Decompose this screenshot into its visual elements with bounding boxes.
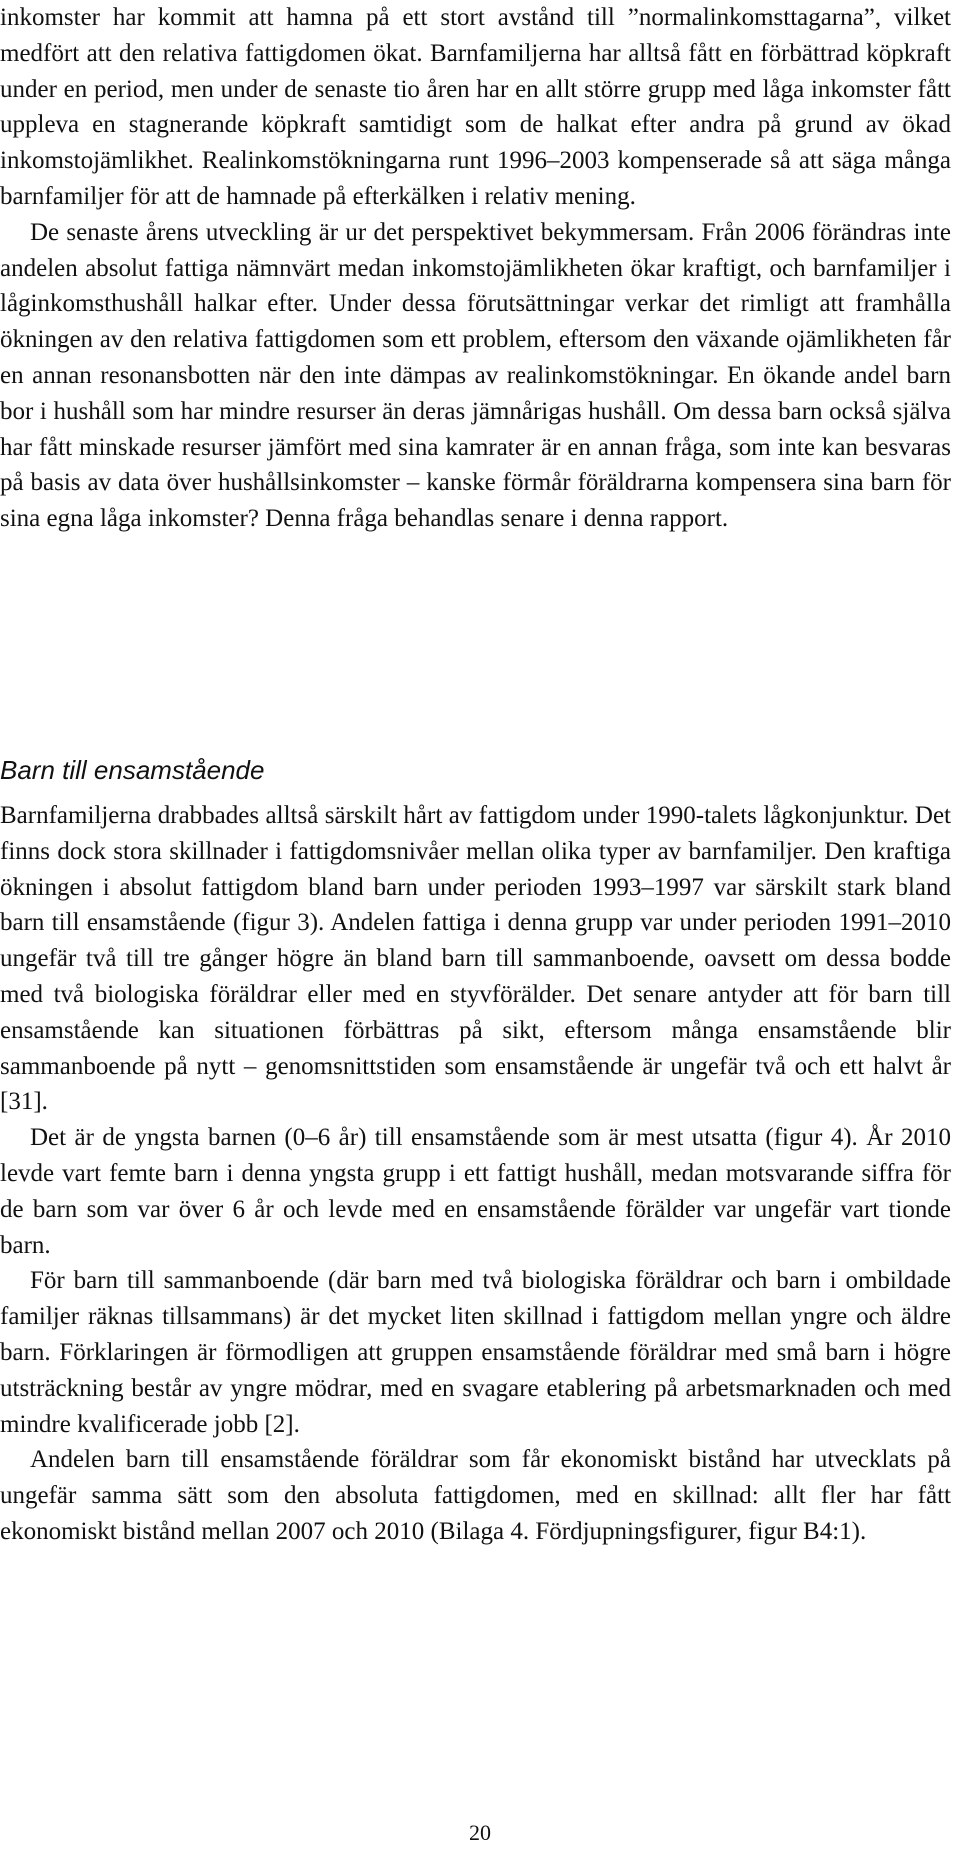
paragraph: inkomster har kommit att hamna på ett stort avstånd till ”normalinkomsttagarna”, vilket medfört att den relativa fattigdomen ökat. Barnfamiljerna har alltså fått en förbättrad köpkraft under en period, men under de senaste tio åren har en allt större grupp med låga inkomster fått uppleva en stagnerande köpkraft samtidigt som de halkat efter andra på grund av ökad inkomstojämlikhet. Realinkomstökningarna runt 1996–2003 kompenserade så att säga många barnfamiljer för att de hamnade på efterkälken i relativ mening.	[0, 4, 951, 210]
paragraph: Andelen barn till ensamstående föräldrar som får ekonomiskt bistånd har utvecklats på ungefär samma sätt som den absoluta fattigdomen, med en skillnad: allt fler har fått ekonomiskt bistånd mellan 2007 och 2010 (Bilaga 4. Fördjupningsfigurer, figur B4:1).	[0, 1446, 951, 1545]
paragraph: Det är de yngsta barnen (0–6 år) till ensamstående som är mest utsatta (figur 4). År 2010 levde vart femte barn i denna yngsta grupp i ett fattigt hushåll, medan motsvarande siffra för de barn som var över 6 år och levde med en ensamstående förälder var ungefär vart tionde barn.	[0, 1124, 951, 1259]
section-text-continuation	[0, 0, 951, 537]
paragraph: För barn till sammanboende (där barn med två biologiska föräldrar och barn i ombildade familjer räknas tillsammans) är det mycket liten skillnad i fattigdom mellan yngre och äldre barn. Förklaringen är förmodligen att gruppen ensamstående föräldrar med små barn i högre utsträckning består av yngre mödrar, med en svagare etablering på arbetsmarknaden och med mindre kvalificerade jobb [2].	[0, 1267, 951, 1438]
section-text-single-parents	[0, 798, 951, 1550]
paragraph: De senaste årens utveckling är ur det perspektivet bekymmersam. Från 2006 förändras inte andelen absolut fattiga nämnvärt medan inkomstojämlikheten ökar kraftigt, och barnfamiljer i låginkomsthushåll halkar efter. Under dessa förutsättningar verkar det rimligt att framhålla ökningen av den relativa fattigdomen som ett problem, eftersom den växande ojämlikheten får en annan resonansbotten när den inte dämpas av realinkomstökningar. En ökande andel barn bor i hushåll som har mindre resurser än deras jämnårigas hushåll. Om dessa barn också själva har fått minskade resurser jämfört med sina kamrater är en annan fråga, som inte kan besvaras på basis av data över hushållsinkomster – kanske förmår föräldrarna kompensera sina barn för sina egna låga inkomster? Denna fråga behandlas senare i denna rapport.	[0, 218, 951, 533]
page-number: 20	[469, 1820, 491, 1845]
paragraph: Barnfamiljerna drabbades alltså särskilt hårt av fattigdom under 1990-talets lågkonjunktur. Det finns dock stora skillnader i fattigdomsnivåer mellan olika typer av barnfamiljer. Den kraftiga ökningen i absolut fattigdom bland barn under perioden 1993–1997 var särskilt stark bland barn till ensamstående (figur 3). Andelen fattiga i denna grupp var under perioden 1991–2010 ungefär två till tre gånger högre än bland barn till sammanboende, oavsett om dessa bodde med två biologiska föräldrar eller med en styvförälder. Det senare antyder att för barn till ensamstående kan situationen förbättras på sikt, eftersom många ensamstående blir sammanboende på nytt – genomsnittstiden som ensamstående är ungefär två och ett halvt år [31].	[0, 802, 951, 1116]
section-heading: Barn till ensamstående	[0, 755, 265, 785]
